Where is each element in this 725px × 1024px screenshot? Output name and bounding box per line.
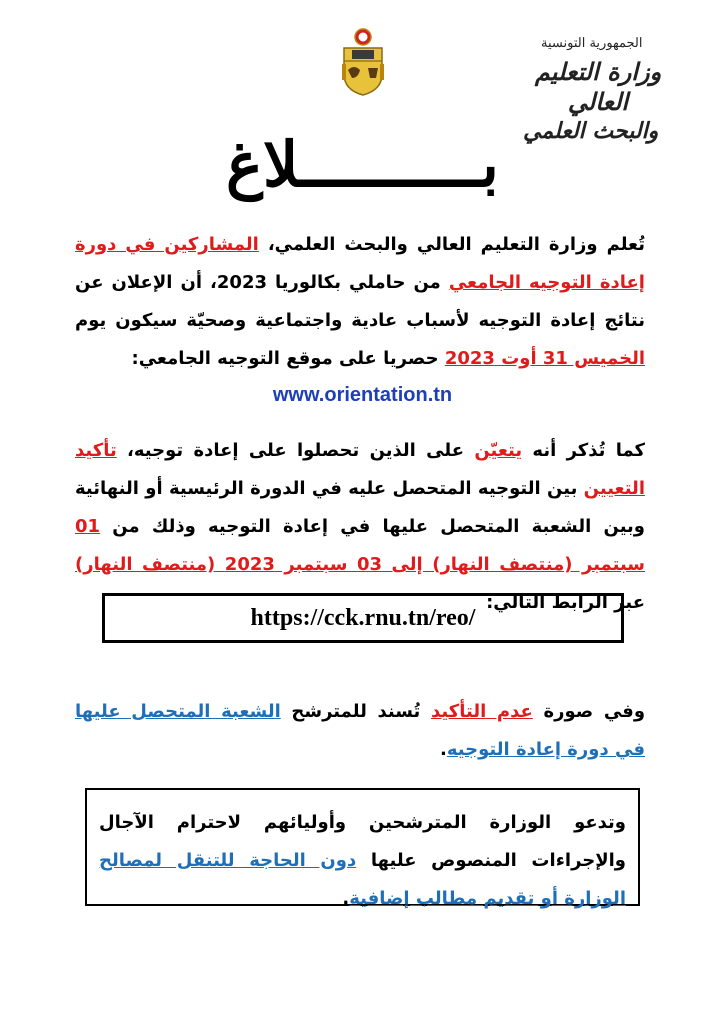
text-span: وتدعو الوزارة المترشحين وأوليائهم لاحترام الآجال والإجراءات المنصوص عليها [99, 812, 626, 871]
highlight-required: يتعيّن [474, 440, 523, 461]
text-span: تُسند للمترشح [280, 701, 431, 722]
highlight-period: 01 سبتمبر (منتصف النهار) إلى 03 سبتمبر 2023 (منتصف النهار) [75, 516, 646, 575]
highlight-no-visit: دون الحاجة للتنقل لمصالح الوزارة أو تقديم مطالب إضافية [99, 850, 626, 909]
highlight-assigned-branch: الشعبة المتحصل عليها في دورة إعادة التوجيه [75, 701, 645, 760]
note-text [99, 804, 626, 918]
paragraph-non-confirmation [75, 693, 645, 769]
ministry-name-line1: وزارة التعليم العالي [534, 57, 662, 116]
text-span: عبر الرابط التالي: [486, 592, 645, 613]
highlight-confirm-assignment: تأكيد التعيين [75, 440, 645, 499]
ministry-header [523, 36, 673, 145]
text-span: . [342, 888, 350, 909]
highlight-no-confirmation: عدم التأكيد [431, 701, 533, 722]
text-span: من حاملي بكالوريا 2023، أن الإعلان عن نتائج إعادة التوجيه لأسباب عادية واجتماعية وصحيّة سيكون يوم [75, 272, 645, 331]
ministry-name-line2: والبحث العلمي [523, 118, 659, 144]
page-title: بــــــــــلاغ [226, 128, 499, 201]
tunisia-coat-of-arms-icon [338, 28, 388, 96]
text-span: حصريا على موقع التوجيه الجامعي: [131, 348, 445, 369]
text-span: . [440, 739, 447, 760]
paragraph-results [75, 226, 645, 378]
highlight-date: الخميس 31 أوت 2023 [444, 348, 645, 369]
republic-label: الجمهورية التونسية [541, 36, 643, 51]
text-span: كما تُذكر أنه [522, 440, 645, 461]
text-span: بين التوجيه المتحصل عليه في الدورة الرئيسية أو النهائية وبين الشعبة المتحصل عليها في إعادة التوجيه وذلك من [75, 478, 645, 537]
text-span: على الذين تحصلوا على إعادة توجيه، [116, 440, 475, 461]
confirmation-link[interactable]: https://cck.rnu.tn/reo/ [102, 593, 624, 643]
text-span: وفي صورة [532, 701, 646, 722]
text-span: تُعلم وزارة التعليم العالي والبحث العلمي، [258, 234, 645, 255]
highlight-participants: المشاركين في دورة إعادة التوجيه الجامعي [75, 234, 645, 293]
website-link[interactable]: www.orientation.tn [272, 384, 453, 406]
note-box [85, 788, 640, 909]
